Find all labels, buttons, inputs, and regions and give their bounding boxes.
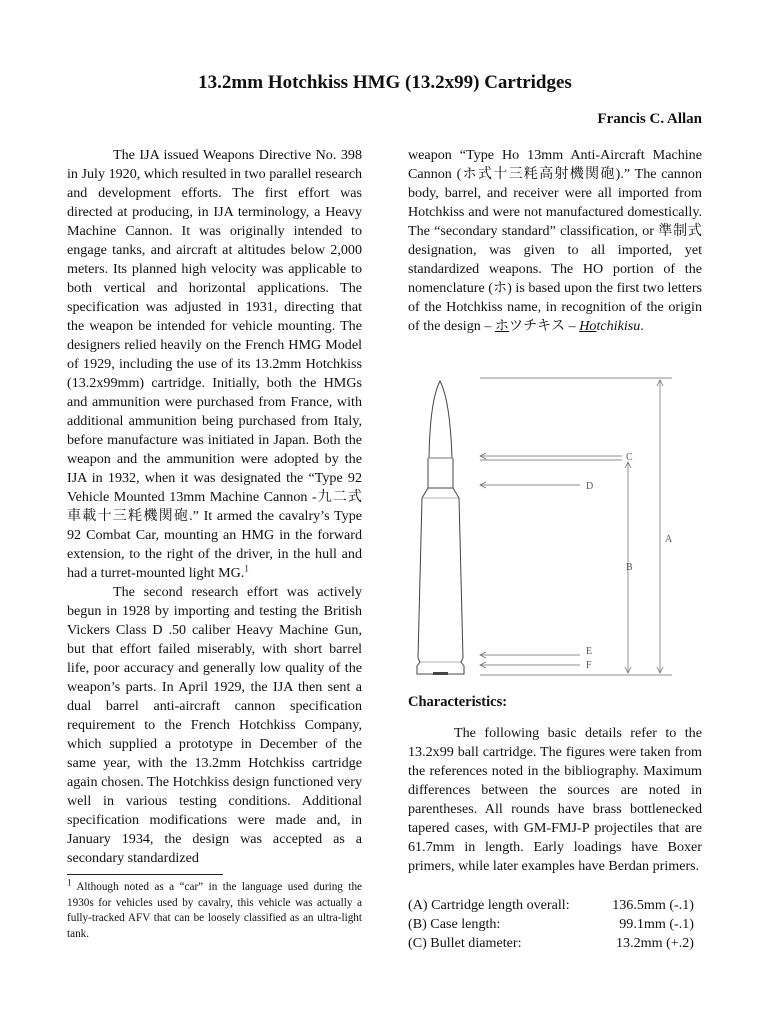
spec-row <box>408 915 694 934</box>
footnote <box>67 877 362 942</box>
characteristics-text <box>408 724 702 876</box>
case-neck <box>428 458 453 488</box>
spec-value: 136.5mm (-.1) <box>612 897 694 913</box>
romaji-name: Hotchikisu <box>579 318 641 334</box>
bullet-outline <box>429 381 452 458</box>
spec-value: 99.1mm (-.1) <box>619 916 694 932</box>
paragraph: The IJA issued Weapons Directive No. 398 in July 1920, which resulted in two parallel research and development efforts. The first effort was directed at producing, in IJA terminology, a Heavy Machine Cannon. It was originally intended to engage tanks, and aircraft at altitudes below 2,000 meters. Its planned high velocity was applicable to both vertical and horizontal applications. The specification was adjusted in 1931, directing that the weapon be intended for vehicle mounting. The designers relied heavily on the French HMG Model of 1929, including the use of its 13.2mm Hotchkiss (13.2x99mm) cartridge. Initially, both the HMGs and ammunition were purchased from France, with additional ammunition being purchased from Italy, before manufacture was initiated in Japan. Both the weapon and the ammunition were adopted by the IJA in 1932, when it was designated the “Type 92 Vehicle Mounted 13mm Machine Cannon -九二式車載十三粍機関砲.” It armed the cavalry’s Type 92 Combat Car, mounting an HMG in the forward extension, to the right of the driver, in the hull and had a turret-mounted light MG.$^1$ <box>67 147 362 581</box>
paragraph: weapon “Type Ho 13mm Anti-Aircraft Machine Cannon (ホ式十三粍高射機関砲).” The cannon body, barrel, and receiver were all imported from Hotchkiss and were not manufactured domestically. The “secondary standard” classification, or 準制式 designation, was given to all imported, yet standardized weapons. The HO portion of the nomenclature (ホ) is based upon the first two letters of the Hotchkiss name, in recognition of the origin of the design – ホツチキス – Hotchikisu. <box>408 147 702 334</box>
case-rim <box>417 658 464 674</box>
kana-ho: ホ <box>494 318 509 334</box>
footnote-divider <box>67 874 223 875</box>
footnote-number: 1 <box>67 877 72 888</box>
right-column <box>408 146 702 336</box>
paragraph: The second research effort was actively begun in 1928 by importing and testing the British Vickers Class D .50 caliber Heavy Machine Gun, but that effort failed miserably, with short barrel life, poor accuracy and generally low quality of the weapon’s parts. In April 1929, the IJA then sent a dual barrel anti-aircraft cannon specification requirement to the French Hotchkiss Company, which supplied a prototype in December of the same year, with the 13.2mm Hotchkiss cartridge again chosen. The Hotchkiss design functioned very well in various testing conditions. Additional specification modifications were made and, in January 1934, the design was accepted as a secondary standardized <box>67 584 362 866</box>
case-body <box>418 488 463 658</box>
label-e: E <box>586 646 593 657</box>
spec-row <box>408 934 694 953</box>
page-title: 13.2mm Hotchkiss HMG (13.2x99) Cartridges <box>198 72 572 93</box>
left-column <box>67 146 362 868</box>
spec-label: (A) Cartridge length overall: <box>408 897 570 913</box>
specs-table <box>408 896 694 953</box>
author-name: Francis C. Allan <box>597 111 702 127</box>
spec-value: 13.2mm (+.2) <box>615 935 694 951</box>
paragraph: The following basic details refer to the 13.2x99 ball cartridge. The figures were taken from the references noted in the bibliography. Maximum differences between the sources are noted in parentheses. All rounds have brass bottlenecked tapered cases, with GM-FMJ-P projectiles that are 61.7mm in length. Early loadings have Boxer primers, while later examples have Berdan primers. <box>408 725 702 874</box>
label-b: B <box>626 562 633 573</box>
characteristics-heading: Characteristics: <box>408 694 508 710</box>
spec-label: (B) Case length: <box>408 916 501 932</box>
spec-row <box>408 896 694 915</box>
cartridge-diagram <box>400 370 700 680</box>
label-f: F <box>586 660 592 671</box>
footnote-ref: 1 <box>244 563 249 574</box>
label-a: A <box>665 534 673 545</box>
footnote-text: Although noted as a “car” in the language used during the 1930s for vehicles used by cavalry, this vehicle was actually a fully-tracked AFV that can be loosely classified as an ultra-light tank. <box>67 881 362 940</box>
spec-label: (C) Bullet diameter: <box>408 935 522 951</box>
label-c: C <box>626 452 633 463</box>
label-d: D <box>586 481 594 492</box>
